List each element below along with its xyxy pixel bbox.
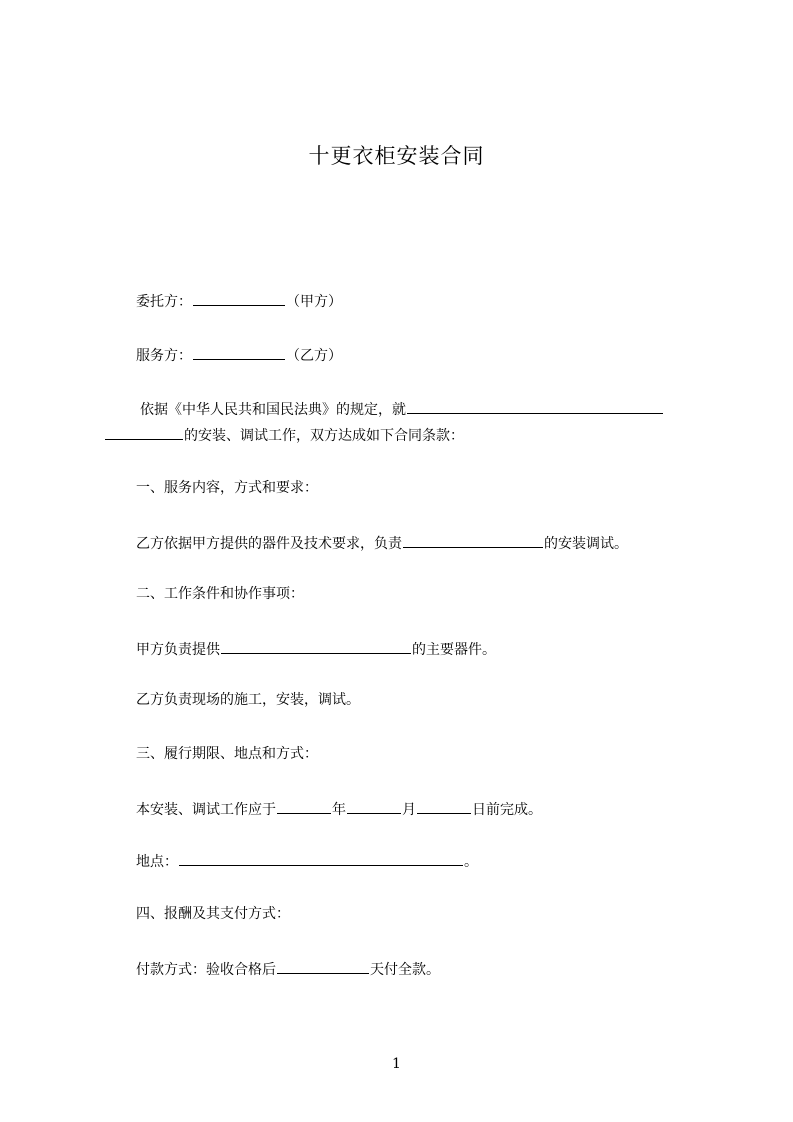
section1-heading: 一、服务内容，方式和要求： — [136, 480, 318, 496]
payment-suffix: 天付全款。 — [370, 962, 440, 978]
location-blank[interactable] — [179, 850, 463, 866]
section2-heading: 二、工作条件和协作事项： — [136, 586, 304, 602]
section2-line1 — [136, 638, 496, 660]
location-line — [136, 850, 478, 872]
day-blank[interactable] — [417, 798, 471, 814]
intro-subject-blank-cont[interactable] — [105, 424, 183, 440]
intro-line-1 — [140, 398, 664, 420]
intro-suffix: 的安装、调试工作，双方达成如下合同条款： — [184, 428, 464, 444]
section4-heading: 四、报酬及其支付方式： — [136, 906, 290, 922]
year-blank[interactable] — [277, 798, 331, 814]
location-end: 。 — [464, 854, 478, 870]
intro-line-2 — [104, 424, 464, 446]
date-prefix: 本安装、调试工作应于 — [136, 802, 276, 818]
party-a-suffix: （甲方） — [286, 294, 342, 310]
section2-line1-suffix: 的主要器件。 — [412, 642, 496, 658]
payment-days-blank[interactable] — [277, 958, 369, 974]
section2-line2: 乙方负责现场的施工，安装，调试。 — [136, 692, 360, 708]
payment-line — [136, 958, 440, 980]
intro-subject-blank[interactable] — [407, 398, 663, 414]
main-parts-blank[interactable] — [221, 638, 411, 654]
date-suffix: 日前完成。 — [472, 802, 542, 818]
party-b-blank[interactable] — [193, 344, 285, 360]
party-b-label: 服务方： — [136, 348, 192, 364]
month-label: 月 — [402, 802, 416, 818]
section2-line1-prefix: 甲方负责提供 — [136, 642, 220, 658]
party-a-blank[interactable] — [193, 290, 285, 306]
payment-prefix: 付款方式：验收合格后 — [136, 962, 276, 978]
section3-heading: 三、履行期限、地点和方式： — [136, 746, 318, 762]
party-a-line — [136, 290, 342, 312]
install-item-blank[interactable] — [403, 532, 543, 548]
month-blank[interactable] — [347, 798, 401, 814]
section1-suffix: 的安装调试。 — [544, 536, 628, 552]
intro-prefix: 依据《中华人民共和国民法典》的规定，就 — [140, 402, 406, 418]
section1-line — [136, 532, 628, 554]
completion-date-line — [136, 798, 542, 820]
page-number: 1 — [392, 1056, 401, 1072]
year-label: 年 — [332, 802, 346, 818]
contract-title: 十更衣柜安装合同 — [308, 144, 485, 168]
party-a-label: 委托方： — [136, 294, 192, 310]
location-label: 地点： — [136, 854, 178, 870]
section1-prefix: 乙方依据甲方提供的器件及技术要求，负责 — [136, 536, 402, 552]
party-b-suffix: （乙方） — [286, 348, 342, 364]
party-b-line — [136, 344, 342, 366]
